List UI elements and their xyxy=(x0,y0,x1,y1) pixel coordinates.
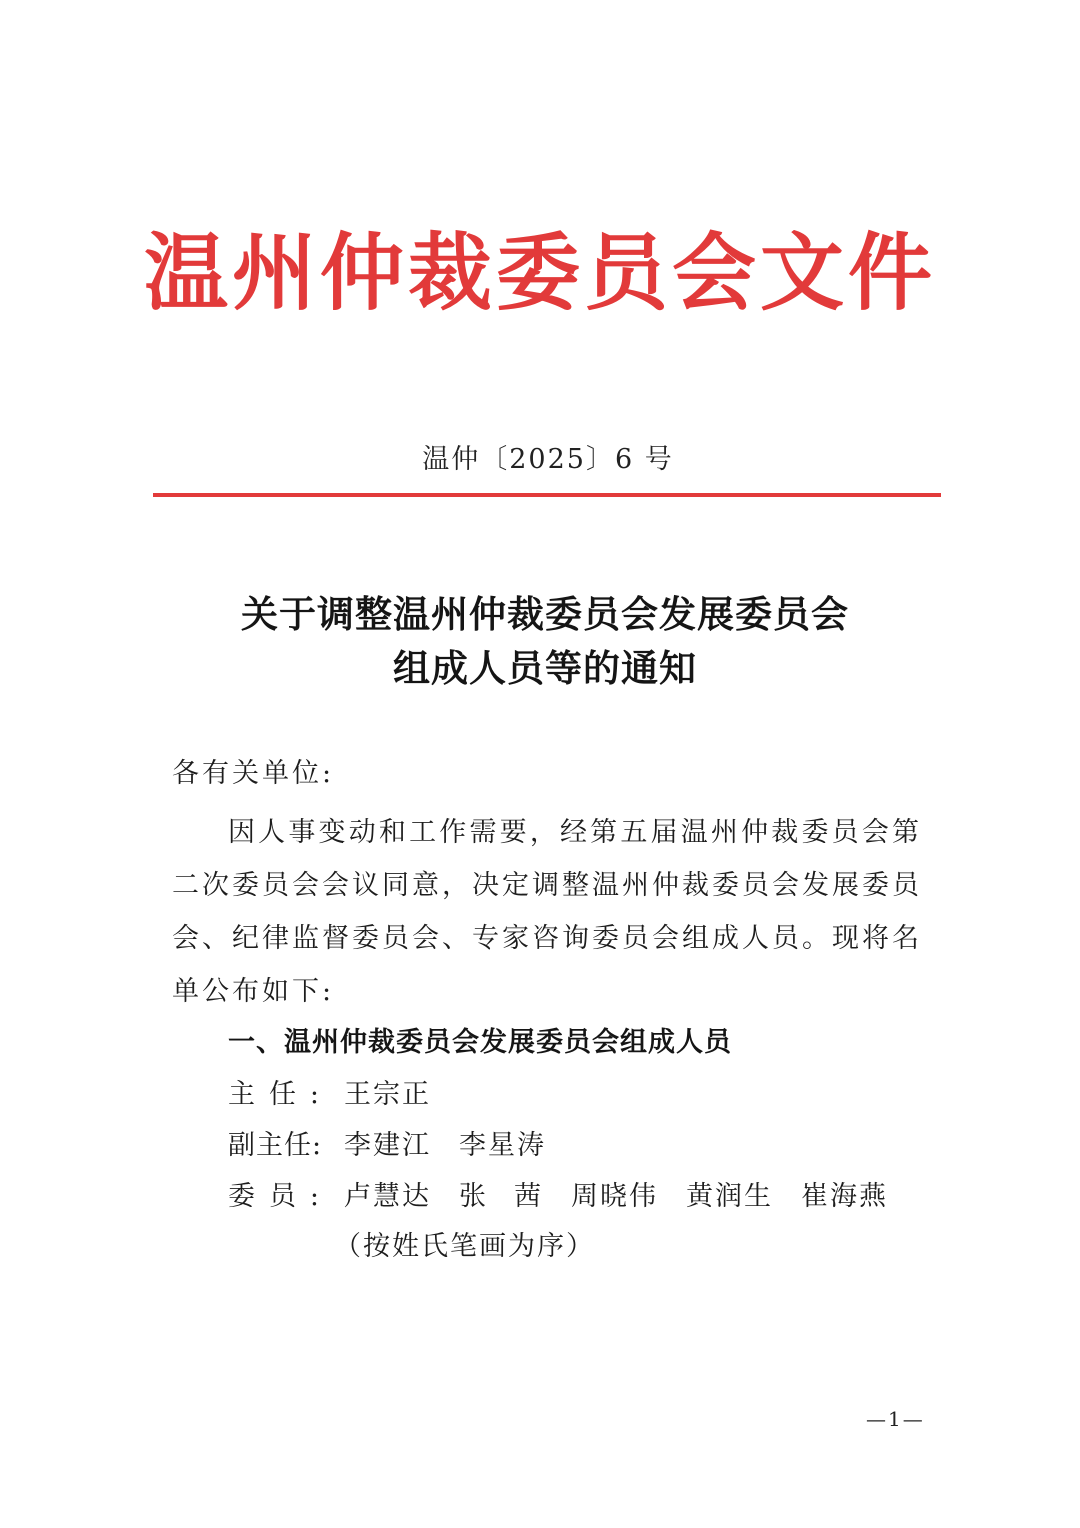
deputy-director-name: 李建江 xyxy=(344,1130,431,1161)
member-name: 崔海燕 xyxy=(801,1181,888,1212)
deputy-director-row xyxy=(228,1125,574,1167)
notice-title-line-1: 关于调整温州仲裁委员会发展委员会 xyxy=(241,592,849,636)
members-row xyxy=(228,1176,888,1218)
member-name: 卢慧达 xyxy=(344,1181,431,1212)
members-order-note: （按姓氏笔画为序） xyxy=(334,1231,595,1262)
red-divider-line xyxy=(153,493,941,497)
document-number: 温仲〔2025〕6 号 xyxy=(422,444,674,475)
member-name: 周晓伟 xyxy=(571,1181,658,1212)
member-name: 张茜 xyxy=(459,1181,569,1212)
members-label: 委员: xyxy=(228,1181,320,1212)
page-number: —1— xyxy=(866,1407,925,1431)
masthead-title: 温州仲裁委员会文件 xyxy=(143,223,936,322)
deputy-director-name: 李星涛 xyxy=(459,1130,546,1161)
director-row xyxy=(228,1074,459,1116)
notice-title-line-2: 组成人员等的通知 xyxy=(393,646,697,690)
member-name: 黄润生 xyxy=(686,1181,773,1212)
deputy-director-label: 副主任: xyxy=(228,1130,323,1161)
director-name: 王宗正 xyxy=(344,1079,431,1110)
director-label: 主任: xyxy=(228,1079,320,1110)
section-1-heading: 一、温州仲裁委员会发展委员会组成人员 xyxy=(228,1027,732,1058)
body-paragraph: 因人事变动和工作需要，经第五届温州仲裁委员会第二次委员会会议同意，决定调整温州仲裁委员会发展委员会、纪律监督委员会、专家咨询委员会组成人员。现将名单公布如下: xyxy=(172,817,922,1007)
salutation: 各有关单位: xyxy=(172,758,335,789)
